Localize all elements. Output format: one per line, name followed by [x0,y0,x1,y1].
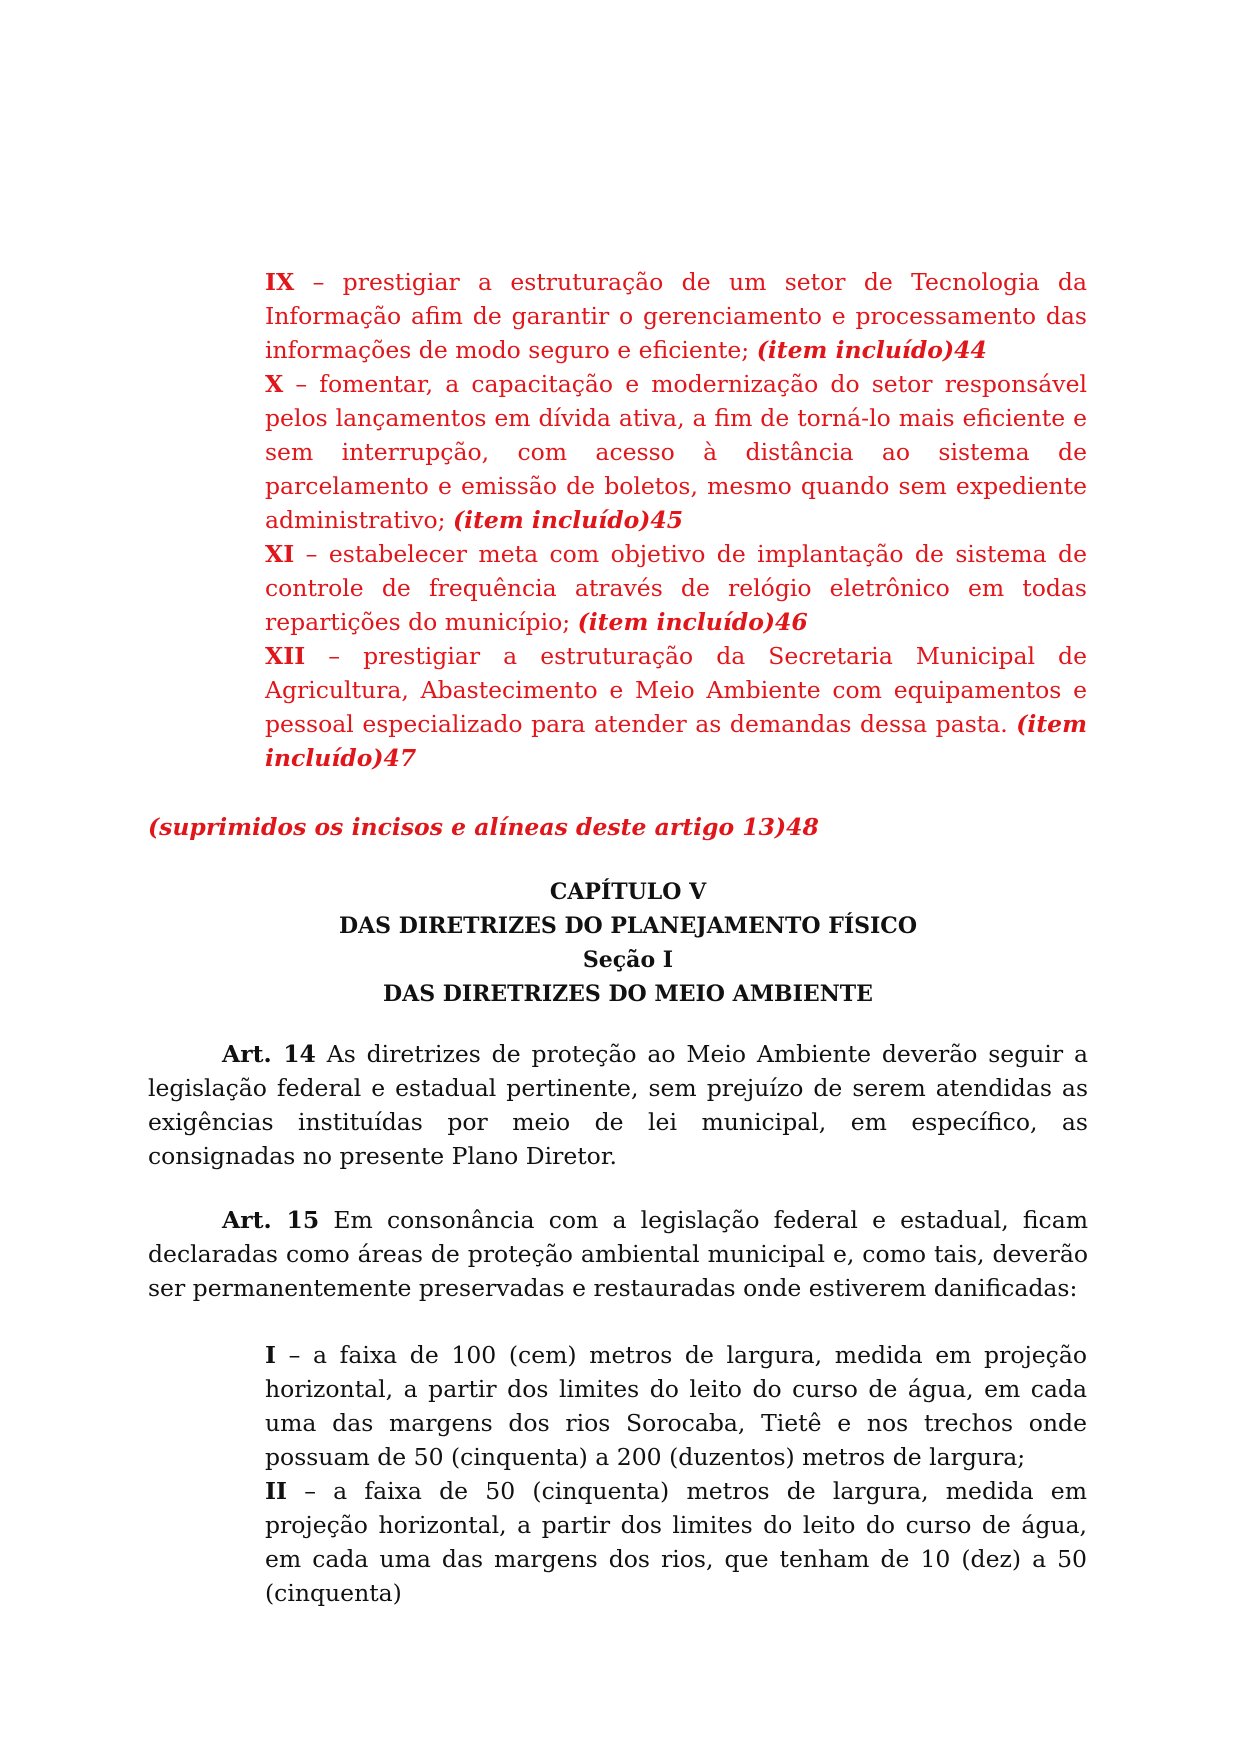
chapter-subtitle: DAS DIRETRIZES DO PLANEJAMENTO FÍSICO [339,913,917,939]
section-label: Seção I [582,947,674,973]
article-15-label: Art. 15 [222,1206,320,1234]
suppressed-note: (suprimidos os incisos e alíneas deste artigo 13)48 [148,813,819,841]
item-xii: XII – prestigiar a estruturação da Secretaria Municipal de Agricultura, Abastecimento e Meio Ambiente com equipamentos e pessoal especializado para atender as demandas dessa pasta. (item incluído)47 [265,642,1087,772]
article-14 [148,1037,1088,1173]
item-i: I – a faixa de 100 (cem) metros de largura, medida em projeção horizontal, a partir dos limites do leito do curso de água, em cada uma das margens dos rios Sorocaba, Tietê e nos trechos onde possuam de 50 (cinquenta) a 200 (duzentos) metros de largura; [265,1341,1087,1471]
article-15 [148,1203,1088,1305]
black-items-block [265,1338,1087,1610]
item-x: X – fomentar, a capacitação e modernização do setor responsável pelos lançamentos em dívida ativa, a fim de torná-lo mais eficiente e sem interrupção, com acesso à distância ao sistema de parcelamento e emissão de boletos, mesmo quando sem expediente administrativo; (item incluído)45 [265,370,1087,534]
item-xi: XI – estabelecer meta com objetivo de implantação de sistema de controle de frequência através de relógio eletrônico em todas repartições do município; (item incluído)46 [265,540,1087,636]
chapter-heading [148,875,1108,1011]
red-items-block [265,265,1087,775]
article-14-text: As diretrizes de proteção ao Meio Ambiente deverão seguir a legislação federal e estadual pertinente, sem prejuízo de serem atendidas as exigências instituídas por meio de lei municipal, em específico, as consignadas no presente Plano Diretor. [148,1040,1088,1170]
item-ii: II – a faixa de 50 (cinquenta) metros de largura, medida em projeção horizontal, a partir dos limites do leito do curso de água, em cada uma das margens dos rios, que tenham de 10 (dez) a 50 (cinquenta) [265,1477,1087,1607]
article-14-label: Art. 14 [222,1040,316,1068]
chapter-title: CAPÍTULO V [549,879,707,905]
article-15-text: Em consonância com a legislação federal e estadual, ficam declaradas como áreas de proteção ambiental municipal e, como tais, deverão ser permanentemente preservadas e restauradas onde estiverem danificadas: [148,1206,1088,1302]
section-title: DAS DIRETRIZES DO MEIO AMBIENTE [383,981,873,1007]
item-ix: IX – prestigiar a estruturação de um setor de Tecnologia da Informação afim de garantir o gerenciamento e processamento das informações de modo seguro e eficiente; (item incluído)44 [265,268,1087,364]
